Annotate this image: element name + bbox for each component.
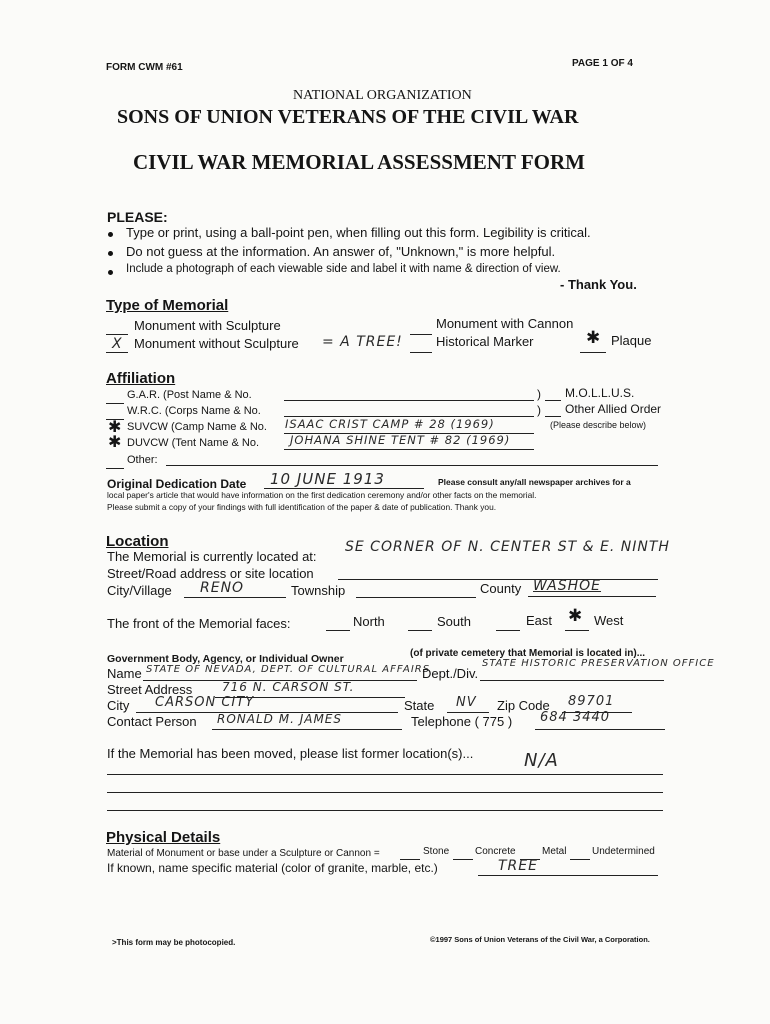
undetermined-label: Undetermined: [592, 846, 655, 857]
bullet-icon: [108, 251, 113, 256]
hw-county: WASHOE: [533, 578, 602, 594]
suvcw-label: SUVCW (Camp Name & No.: [127, 421, 267, 433]
location-heading: Location: [106, 533, 169, 550]
blank-line: [107, 792, 663, 793]
bullet-icon: [108, 270, 113, 275]
historical-marker: Historical Marker: [436, 334, 534, 349]
monument-with-cannon: Monument with Cannon: [436, 316, 574, 331]
hw-west-mark: ✱: [568, 606, 583, 626]
duvcw-label: DUVCW (Tent Name & No.: [127, 437, 260, 449]
dedication-note-2: local paper's article that would have information on the first dedication ceremony and/or other facts on the memorial.: [107, 490, 537, 500]
blank-line: [453, 859, 473, 860]
blank-line: [106, 403, 124, 404]
blank-line: [545, 400, 561, 401]
blank-line: [496, 630, 520, 631]
other-label: Other:: [127, 454, 158, 466]
hw-dedication-date: 10 JUNE 1913: [270, 470, 385, 488]
blank-line: [410, 352, 432, 353]
paren-close: ): [537, 403, 541, 417]
plaque: Plaque: [611, 333, 652, 348]
gov-name-label: Name: [107, 666, 142, 681]
hw-phone: 684 3440: [540, 710, 611, 725]
bullet-icon: [108, 232, 113, 237]
blank-line: [338, 579, 658, 580]
county-label: County: [480, 581, 522, 596]
blank-line: [106, 468, 124, 469]
north-label: North: [353, 614, 385, 629]
hw-contact: RONALD M. JAMES: [217, 712, 342, 726]
blank-line: [212, 729, 402, 730]
hw-gov-street: 716 N. CARSON ST.: [222, 680, 355, 694]
hw-mark-without: X: [112, 336, 123, 352]
hw-suvcw: ISAAC CRIST CAMP # 28 (1969): [285, 417, 495, 431]
blank-line: [478, 875, 658, 876]
south-label: South: [437, 614, 471, 629]
thank-you: - Thank You.: [560, 277, 637, 292]
affiliation-heading: Affiliation: [106, 370, 176, 387]
monument-with-sculpture: Monument with Sculpture: [134, 318, 281, 333]
material-label: Material of Monument or base under a Sculpture or Cannon =: [107, 848, 380, 859]
type-heading: Type of Memorial: [106, 297, 229, 314]
specific-material-label: If known, name specific material (color of granite, marble, etc.): [107, 861, 438, 875]
located-at-label: The Memorial is currently located at:: [107, 549, 317, 564]
blank-line: [106, 334, 128, 335]
street-site-label: Street/Road address or site location: [107, 566, 314, 581]
concrete-label: Concrete: [475, 846, 516, 857]
org-name: SONS OF UNION VETERANS OF THE CIVIL WAR: [117, 106, 579, 128]
faces-label: The front of the Memorial faces:: [107, 616, 291, 631]
please-bullet-3: Include a photograph of each viewable side and label it with name & direction of view.: [126, 263, 561, 275]
describe-note: (Please describe below): [550, 420, 647, 430]
form-label: FORM CWM #61: [106, 62, 183, 73]
dept-label: Dept./Div.: [422, 666, 479, 681]
blank-line: [565, 630, 589, 631]
hw-located-at: SE CORNER OF N. CENTER ST & E. NINTH: [345, 539, 670, 555]
blank-line: [356, 597, 476, 598]
blank-line: [535, 729, 665, 730]
blank-line: [400, 859, 420, 860]
footer-left: >This form may be photocopied.: [112, 938, 236, 947]
hw-suvcw-mark: ✱: [108, 417, 122, 436]
hw-tree-note: = A TREE!: [322, 334, 403, 350]
monument-without-sculpture: Monument without Sculpture: [134, 336, 299, 351]
dedication-note-3: Please submit a copy of your findings with full identification of the paper & date of publication. Thank you.: [107, 502, 497, 512]
dedication-note-1: Please consult any/all newspaper archives for a: [438, 477, 631, 487]
please-bullet-1: Type or print, using a ball-point pen, when filling out this form. Legibility is critical.: [126, 225, 591, 240]
blank-line: [447, 712, 489, 713]
hw-gov-city: CARSON CITY: [155, 695, 255, 710]
please-heading: PLEASE:: [107, 209, 168, 225]
contact-label: Contact Person: [107, 714, 197, 729]
metal-label: Metal: [542, 846, 567, 857]
stone-label: Stone: [423, 846, 450, 857]
blank-line: [284, 449, 534, 450]
hw-state: NV: [456, 695, 477, 710]
gov-heading: Government Body, Agency, or Individual Owner: [107, 653, 344, 665]
east-label: East: [526, 613, 553, 628]
hw-moved-answer: N/A: [524, 750, 559, 771]
hw-duvcw-mark: ✱: [108, 432, 122, 451]
blank-line: [184, 597, 286, 598]
hw-gov-name: STATE OF NEVADA, DEPT. OF CULTURAL AFFAIRS: [146, 664, 431, 675]
blank-line: [580, 352, 606, 353]
hw-city: RENO: [200, 580, 245, 596]
blank-line: [408, 630, 432, 631]
mollus-label: M.O.L.L.U.S.: [565, 386, 635, 400]
blank-line: [264, 488, 424, 489]
blank-line: [545, 416, 561, 417]
paren-close: ): [537, 387, 541, 401]
page-label: PAGE 1 OF 4: [572, 58, 633, 69]
blank-line: [106, 352, 128, 353]
phone-label: Telephone ( 775 ): [411, 714, 513, 729]
blank-line: [107, 774, 663, 775]
footer-right: ©1997 Sons of Union Veterans of the Civil War, a Corporation.: [430, 935, 650, 944]
blank-line: [326, 630, 350, 631]
blank-line: [107, 810, 663, 811]
hw-zip: 89701: [568, 694, 615, 709]
gov-heading-note: (of private cemetery that Memorial is located in)...: [410, 648, 646, 659]
township-label: Township: [291, 583, 346, 598]
gov-city-label: City: [107, 698, 130, 713]
hw-specific: TREE: [498, 858, 538, 874]
blank-line: [410, 334, 432, 335]
moved-label: If the Memorial has been moved, please list former location(s)...: [107, 746, 474, 761]
org-line: NATIONAL ORGANIZATION: [293, 88, 472, 103]
city-village-label: City/Village: [107, 583, 172, 598]
hw-duvcw: JOHANA SHINE TENT # 82 (1969): [290, 433, 511, 447]
physical-heading: Physical Details: [106, 829, 221, 846]
wrc-label: W.R.C. (Corps Name & No.: [127, 405, 261, 417]
please-bullet-2: Do not guess at the information. An answer of, "Unknown," is more helpful.: [126, 244, 556, 259]
other-allied-label: Other Allied Order: [565, 402, 662, 416]
blank-line: [480, 680, 664, 681]
blank-line: [284, 400, 534, 401]
hw-plaque-mark: ✱: [586, 328, 601, 348]
blank-line: [166, 465, 658, 466]
form-title: CIVIL WAR MEMORIAL ASSESSMENT FORM: [133, 150, 585, 174]
zip-label: Zip Code: [497, 698, 550, 713]
gov-street-label: Street Address: [107, 682, 193, 697]
blank-line: [570, 859, 590, 860]
state-label: State: [404, 698, 435, 713]
west-label: West: [594, 613, 624, 628]
dedication-label: Original Dedication Date: [107, 477, 247, 491]
blank-line: [528, 596, 656, 597]
hw-dept: STATE HISTORIC PRESERVATION OFFICE: [482, 658, 715, 669]
gar-label: G.A.R. (Post Name & No.: [127, 389, 252, 401]
